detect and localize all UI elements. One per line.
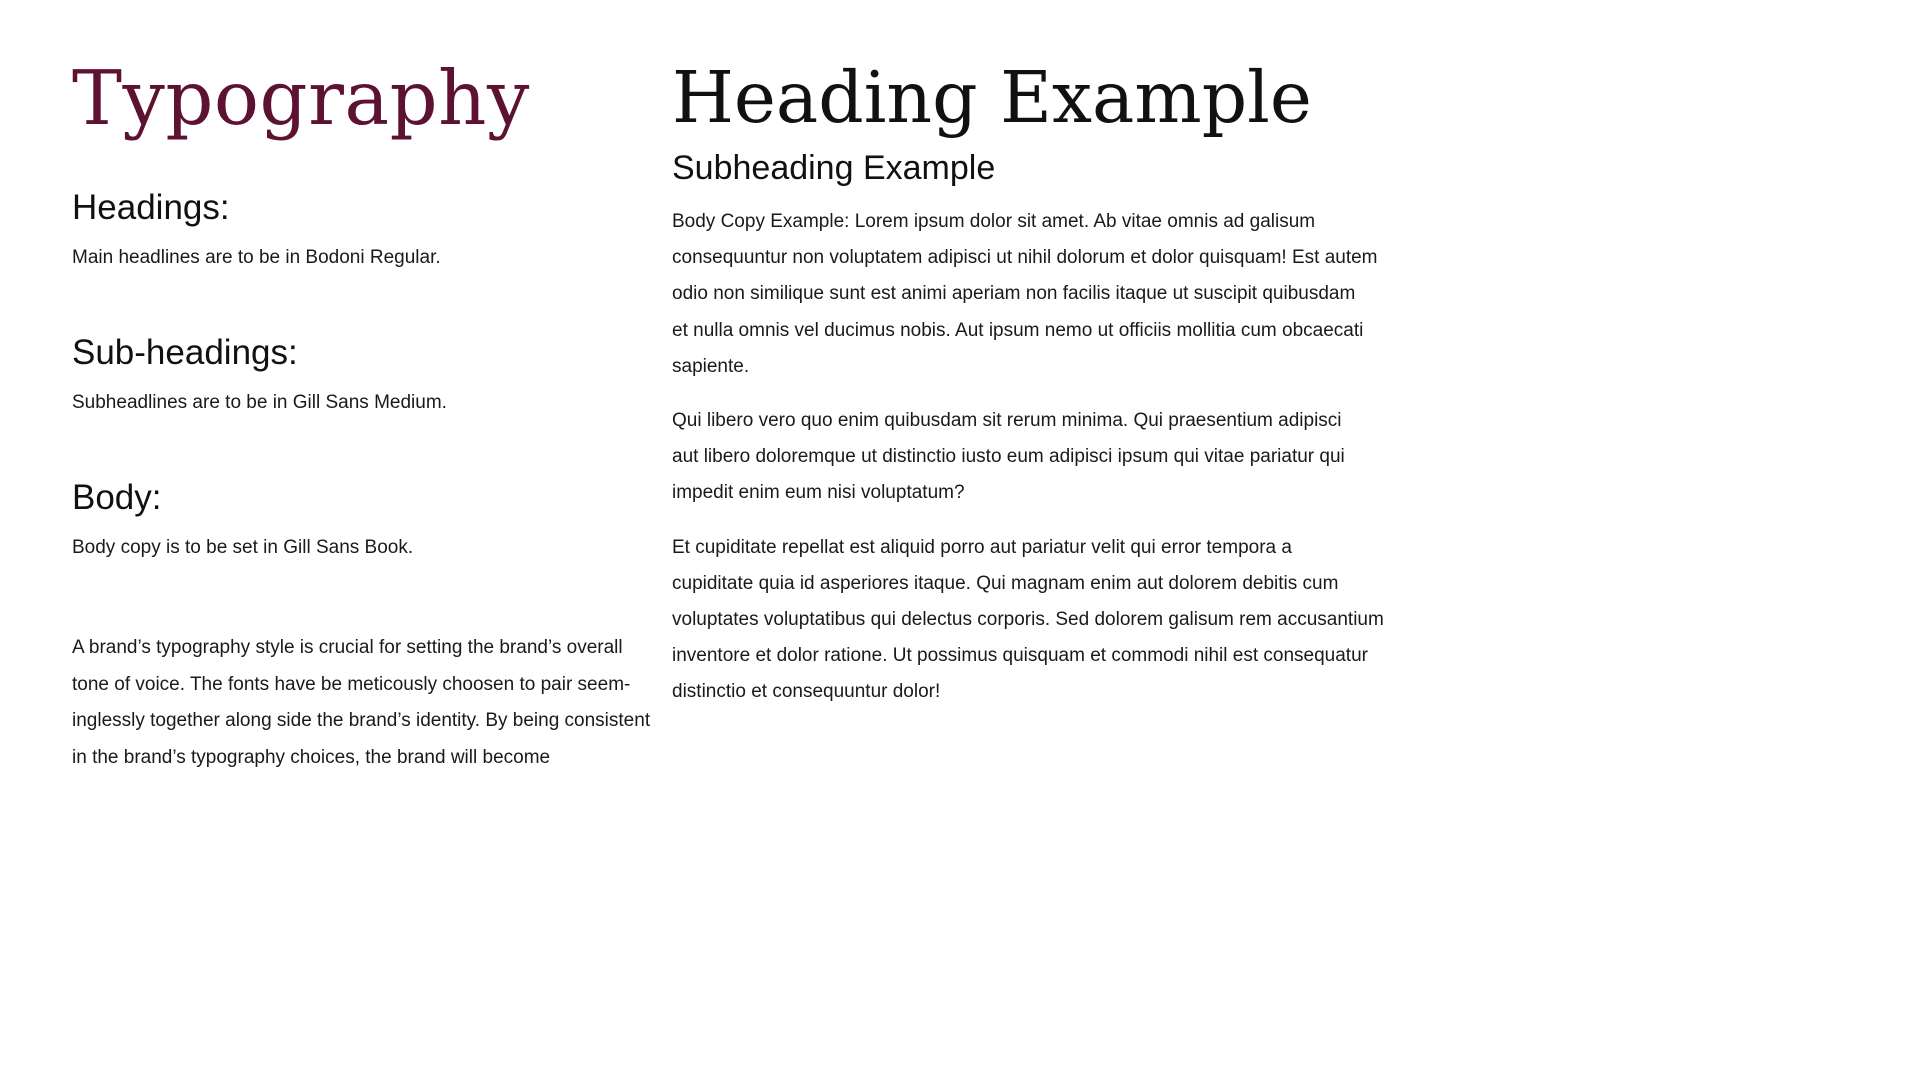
typography-example-column <box>672 52 1432 711</box>
body-paragraph-2 <box>672 403 1412 512</box>
page-title: Typography <box>72 54 530 142</box>
body-line: sapiente. <box>672 355 750 377</box>
body-line: inventore et dolor ratione. Ut possimus quisquam et commodi nihil est consequatur <box>672 645 1368 667</box>
body-line: consequuntur non voluptatem adipisci ut nihil dolorum et dolor quisquam! Est autem <box>672 247 1378 269</box>
subheadings-description: Subheadlines are to be in Gill Sans Medium. <box>72 392 447 413</box>
body-line: aut libero doloremque ut distinctio iusto eum adipisci ipsum qui vitae pariatur qui <box>672 446 1345 468</box>
body-line: odio non similique sunt est animi aperiam non facilis itaque ut suscipit quibusdam <box>672 283 1356 305</box>
headings-section <box>72 188 441 276</box>
typography-guide-column <box>72 52 672 768</box>
headings-label: Headings: <box>72 188 230 227</box>
body-line: cupiditate quia id asperiores itaque. Qui magnam enim aut dolorem debitis cum <box>672 572 1339 594</box>
body-line: voluptates voluptatibus qui delectus corporis. Sed dolorem galisum rem accusantium <box>672 609 1384 631</box>
body-paragraph-1 <box>672 204 1412 385</box>
body-section <box>72 478 413 566</box>
intro-line: tone of voice. The fonts have be meticously choosen to pair seem- <box>72 673 631 695</box>
typography-intro-paragraph <box>72 630 672 776</box>
body-paragraph-3 <box>672 530 1412 711</box>
body-label: Body: <box>72 478 162 517</box>
body-line: et nulla omnis vel ducimus nobis. Aut ipsum nemo ut officiis mollitia cum obcaecati <box>672 319 1364 341</box>
body-line: Qui libero vero quo enim quibusdam sit rerum minima. Qui praesentium adipisci <box>672 410 1342 432</box>
body-line: impedit enim eum nisi voluptatum? <box>672 482 965 504</box>
intro-line: in the brand’s typography choices, the brand will become <box>72 746 551 768</box>
heading-example: Heading Example <box>672 56 1312 139</box>
body-line: Body Copy Example: Lorem ipsum dolor sit amet. Ab vitae omnis ad galisum <box>672 211 1316 232</box>
subheading-example: Subheading Example <box>672 149 996 187</box>
body-line: Et cupiditate repellat est aliquid porro aut pariatur velit qui error tempora a <box>672 536 1292 558</box>
subheadings-section <box>72 333 447 421</box>
intro-line: inglessly together along side the brand’s identity. By being consistent <box>72 710 651 731</box>
headings-description: Main headlines are to be in Bodoni Regular. <box>72 247 441 268</box>
body-description: Body copy is to be set in Gill Sans Book. <box>72 537 414 558</box>
subheadings-label: Sub-headings: <box>72 333 298 372</box>
intro-line: A brand’s typography style is crucial for setting the brand’s overall <box>72 637 623 658</box>
body-line: distinctio et consequuntur dolor! <box>672 681 941 703</box>
